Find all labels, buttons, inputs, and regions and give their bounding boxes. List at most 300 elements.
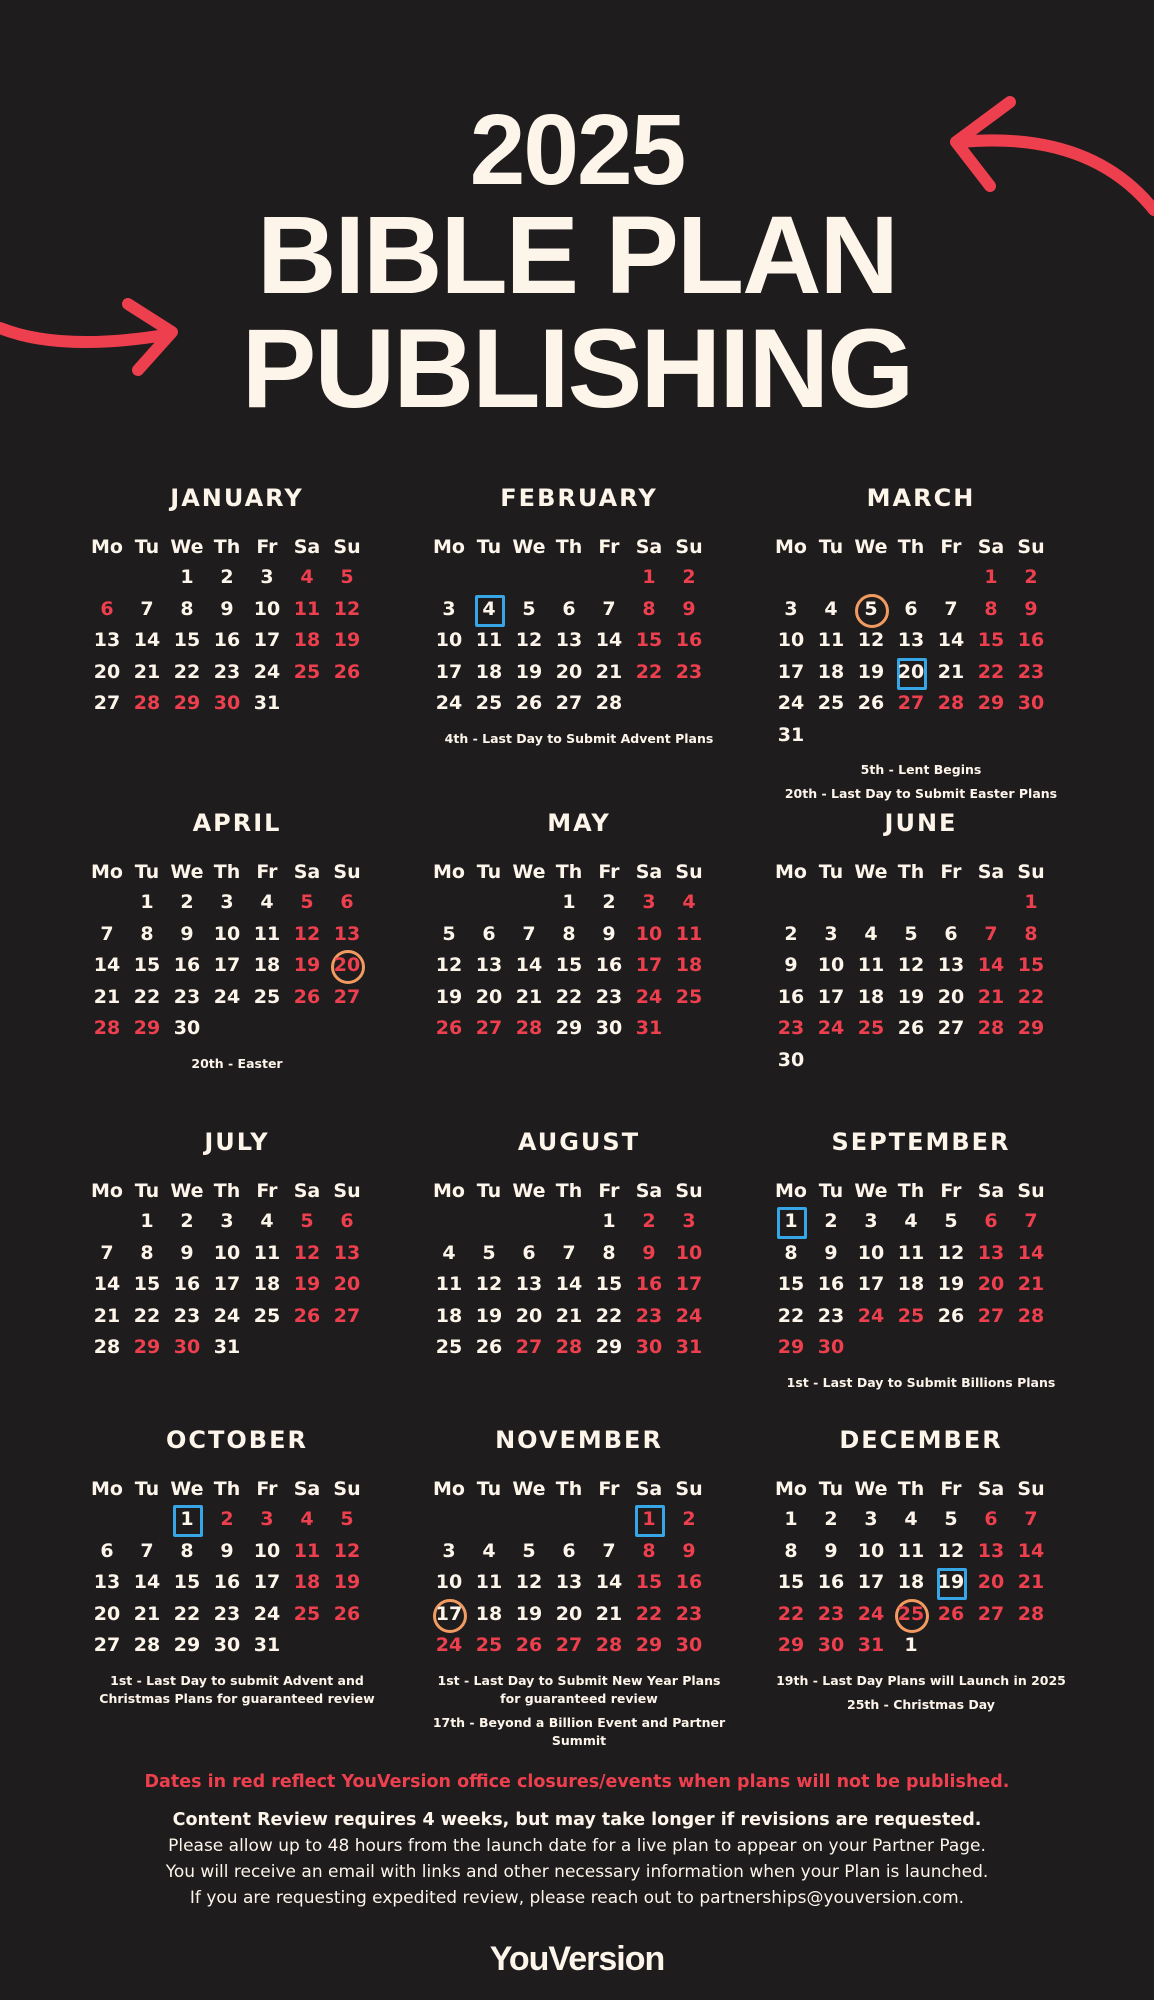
day-cell: 24 [435,692,463,714]
weekday-label: Mo [91,1478,123,1500]
day-cell: 28 [1017,1602,1045,1625]
day-cell: 23 [213,660,241,683]
month-note: 1st - Last Day to submit Advent and Christmas Plans for guaranteed review [99,1672,375,1706]
month-days-grid [771,857,1071,1076]
day-cell: 7 [1024,1508,1038,1530]
month-days-grid [771,532,1071,751]
month-days-grid [87,1474,387,1662]
day-cell: 22 [555,985,583,1008]
month-name: SEPTEMBER [831,1128,1011,1156]
day-cell: 6 [100,1539,114,1562]
weekday-label: Su [333,1478,361,1500]
day-cell: 14 [93,1273,121,1295]
day-cell: 20 [891,657,931,689]
day-cell: 26 [293,1304,321,1327]
day-cell: 30 [675,1634,703,1656]
day-cell: 2 [682,1508,696,1530]
day-cell: 5 [300,1210,314,1232]
day-cell: 11 [675,922,703,945]
day-cell: 5 [340,566,354,588]
day-cell: 6 [562,1539,576,1562]
day-cell: 16 [173,1273,201,1295]
weekday-label: Th [213,1478,241,1500]
weekday-label: Sa [293,861,321,883]
day-cell: 6 [944,922,958,945]
day-cell: 3 [260,566,274,588]
day-cell: 12 [857,629,885,651]
day-cell: 19 [293,954,321,976]
day-cell: 21 [93,1304,121,1327]
empty-cell [771,887,811,919]
day-cell: 1 [167,1504,207,1536]
day-cell: 1 [602,1210,616,1232]
day-cell: 28 [93,1017,121,1039]
weekday-label: Sa [977,1478,1005,1500]
day-cell: 16 [213,1571,241,1593]
weekday-label: Tu [134,536,160,558]
day-cell: 23 [777,1017,805,1039]
day-cell: 14 [1017,1539,1045,1562]
day-cell: 11 [253,922,281,945]
day-cell: 18 [293,1571,321,1593]
day-cell: 28 [133,692,161,714]
day-cell: 21 [133,1602,161,1625]
weekday-label: Mo [91,861,123,883]
weekday-label: Sa [977,1180,1005,1202]
day-cell: 23 [675,660,703,683]
day-cell: 9 [180,1241,194,1264]
day-cell: 13 [977,1539,1005,1562]
day-cell: 19 [475,1304,503,1327]
footer-line-3: If you are requesting expedited review, please reach out to partnerships@youversion.com. [189,1888,965,1908]
day-cell: 12 [293,1241,321,1264]
day-cell: 7 [984,922,998,945]
day-cell: 29 [173,1634,201,1656]
day-cell: 24 [777,692,805,714]
weekday-label: Su [1017,1180,1045,1202]
day-cell: 11 [435,1273,463,1295]
day-cell: 16 [817,1571,845,1593]
day-cell: 22 [635,660,663,683]
day-cell: 2 [682,566,696,588]
day-cell: 13 [977,1241,1005,1264]
day-cell: 27 [475,1017,503,1039]
day-cell: 1 [140,891,154,913]
day-cell: 11 [293,1539,321,1562]
title-line-2: BIBLE PLAN [257,194,897,317]
day-cell: 13 [937,954,965,976]
day-cell: 4 [824,597,838,620]
day-cell: 1 [140,1210,154,1232]
month-may [429,803,729,1045]
day-cell: 20 [555,1602,583,1625]
day-cell: 7 [602,597,616,620]
day-cell: 13 [897,629,925,651]
day-cell: 26 [897,1017,925,1039]
day-cell: 30 [213,692,241,714]
day-cell: 3 [220,891,234,913]
month-november [429,1420,729,1756]
day-cell: 17 [857,1571,885,1593]
day-cell: 25 [857,1017,885,1039]
month-name: MARCH [866,484,976,512]
day-cell: 2 [220,1508,234,1530]
month-notes [771,1374,1071,1392]
day-cell: 19 [931,1567,971,1599]
weekday-label: Sa [635,1478,663,1500]
title-line-3: PUBLISHING [241,306,913,431]
day-cell: 31 [675,1336,703,1358]
month-name: JUNE [884,809,958,837]
day-cell: 19 [515,660,543,683]
day-cell: 8 [602,1241,616,1264]
day-cell: 22 [133,985,161,1008]
day-cell: 2 [824,1508,838,1530]
month-notes [429,730,729,748]
day-cell: 10 [253,1539,281,1562]
day-cell: 26 [515,692,543,714]
weekday-label: Th [213,536,241,558]
day-cell: 14 [515,954,543,976]
day-cell: 28 [555,1336,583,1358]
day-cell: 7 [944,597,958,620]
day-cell: 8 [984,597,998,620]
day-cell: 20 [977,1571,1005,1593]
day-cell: 18 [675,954,703,976]
day-cell: 19 [333,1571,361,1593]
month-days-grid [429,857,729,1045]
day-cell: 9 [682,1539,696,1562]
day-cell: 19 [293,1273,321,1295]
weekday-label: Mo [775,861,807,883]
empty-cell [87,887,127,919]
day-cell: 8 [140,1241,154,1264]
day-cell: 25 [253,1304,281,1327]
day-cell: 21 [555,1304,583,1327]
title-year: 2025 [469,94,685,206]
day-cell: 15 [777,1571,805,1593]
day-cell: 9 [824,1539,838,1562]
weekday-label: Sa [293,536,321,558]
month-notes [771,761,1071,803]
day-cell: 13 [555,1571,583,1593]
weekday-label: Mo [775,1180,807,1202]
day-cell: 3 [784,597,798,620]
day-cell: 13 [333,1241,361,1264]
day-cell: 7 [140,597,154,620]
day-cell: 16 [635,1273,663,1295]
day-cell: 18 [857,985,885,1008]
empty-cell [891,562,931,594]
day-cell: 22 [595,1304,623,1327]
day-cell: 14 [977,954,1005,976]
weekday-label: Fr [598,1478,620,1500]
weekday-label: Su [1017,861,1045,883]
day-cell: 13 [555,629,583,651]
day-cell: 28 [595,692,623,714]
day-cell: 10 [213,1241,241,1264]
day-cell: 16 [817,1273,845,1295]
day-cell: 6 [904,597,918,620]
day-cell: 17 [857,1273,885,1295]
day-cell: 14 [555,1273,583,1295]
empty-cell [771,562,811,594]
day-cell: 8 [642,597,656,620]
day-cell: 24 [253,1602,281,1625]
empty-cell [87,1206,127,1238]
weekday-label: We [854,1478,888,1500]
day-cell: 11 [253,1241,281,1264]
day-cell: 20 [333,1273,361,1295]
day-cell: 25 [475,692,503,714]
day-cell: 17 [635,954,663,976]
weekday-label: Mo [433,536,465,558]
day-cell: 8 [784,1539,798,1562]
month-name: FEBRUARY [500,484,658,512]
day-cell: 15 [173,1571,201,1593]
day-cell: 26 [857,692,885,714]
day-cell: 19 [435,985,463,1008]
day-cell: 25 [817,692,845,714]
weekday-label: Fr [940,536,962,558]
weekday-label: We [170,861,204,883]
month-september [771,1122,1071,1398]
day-cell: 18 [253,1273,281,1295]
weekday-label: Th [555,536,583,558]
day-cell: 24 [213,985,241,1008]
day-cell: 31 [213,1336,241,1358]
day-cell: 22 [133,1304,161,1327]
day-cell: 15 [595,1273,623,1295]
day-cell: 11 [817,629,845,651]
day-cell: 1 [784,1508,798,1530]
day-cell: 7 [100,1241,114,1264]
empty-cell [549,562,589,594]
empty-cell [127,1504,167,1536]
day-cell: 29 [777,1634,805,1656]
day-cell-next-month: 1 [904,1634,918,1656]
day-cell: 27 [977,1304,1005,1327]
weekday-label: We [854,1180,888,1202]
day-cell: 6 [984,1210,998,1232]
weekday-label: Mo [433,1478,465,1500]
day-cell: 20 [555,660,583,683]
day-cell: 24 [435,1634,463,1656]
month-name: APRIL [192,809,282,837]
month-note: 17th - Beyond a Billion Event and Partner Summit [432,1714,726,1748]
day-cell: 17 [429,1599,469,1631]
empty-cell [509,1504,549,1536]
day-cell: 8 [180,597,194,620]
day-cell: 4 [300,566,314,588]
day-cell: 15 [635,1571,663,1593]
day-cell: 19 [897,985,925,1008]
weekday-label: Mo [775,1478,807,1500]
weekday-label: Mo [91,1180,123,1202]
day-cell: 6 [482,922,496,945]
day-cell: 28 [977,1017,1005,1039]
weekday-label: Th [555,1478,583,1500]
day-cell: 5 [851,594,891,626]
empty-cell [589,562,629,594]
weekday-label: Tu [476,536,502,558]
day-cell: 27 [897,692,925,714]
day-cell: 16 [675,629,703,651]
day-cell: 20 [977,1273,1005,1295]
day-cell: 28 [937,692,965,714]
day-cell: 30 [817,1634,845,1656]
day-cell: 24 [635,985,663,1008]
day-cell: 21 [595,1602,623,1625]
review-note: Content Review requires 4 weeks, but may take longer if revisions are requested. [172,1810,982,1830]
day-cell: 31 [253,692,281,714]
day-cell: 29 [635,1634,663,1656]
day-cell: 10 [435,1571,463,1593]
day-cell: 21 [133,660,161,683]
day-cell: 5 [482,1241,496,1264]
empty-cell [509,887,549,919]
day-cell: 24 [857,1602,885,1625]
empty-cell [851,887,891,919]
month-note: 5th - Lent Begins [860,762,982,777]
empty-cell [429,1206,469,1238]
weekday-label: Sa [977,861,1005,883]
day-cell: 3 [864,1210,878,1232]
day-cell: 9 [220,597,234,620]
month-march [771,478,1071,809]
weekday-label: Su [333,1180,361,1202]
weekday-label: Sa [977,536,1005,558]
weekday-label: Sa [293,1180,321,1202]
day-cell: 4 [864,922,878,945]
day-cell: 9 [824,1241,838,1264]
month-days-grid [429,1474,729,1662]
weekday-label: Fr [598,536,620,558]
month-note: 4th - Last Day to Submit Advent Plans [444,730,714,746]
day-cell: 14 [93,954,121,976]
day-cell: 17 [675,1273,703,1295]
weekday-label: Su [675,1478,703,1500]
weekday-label: Fr [940,1180,962,1202]
day-cell: 5 [944,1508,958,1530]
day-cell: 18 [475,660,503,683]
weekday-label: We [854,861,888,883]
day-cell: 19 [333,629,361,651]
month-name: JULY [204,1128,270,1156]
day-cell: 9 [220,1539,234,1562]
empty-cell [549,1206,589,1238]
day-cell: 12 [937,1539,965,1562]
day-cell: 19 [515,1602,543,1625]
day-cell: 18 [293,629,321,651]
weekday-label: Tu [134,1478,160,1500]
weekday-label: Su [1017,536,1045,558]
day-cell: 10 [857,1539,885,1562]
day-cell: 14 [1017,1241,1045,1264]
month-note: 20th - Last Day to Submit Easter Plans [784,786,1058,801]
day-cell: 4 [904,1508,918,1530]
day-cell: 8 [784,1241,798,1264]
day-cell: 21 [977,985,1005,1008]
day-cell: 24 [675,1304,703,1327]
day-cell: 28 [515,1017,543,1039]
day-cell: 12 [435,954,463,976]
day-cell: 20 [327,950,367,982]
month-note: 19th - Last Day Plans will Launch in 2025 [776,1672,1066,1688]
day-cell: 1 [642,566,656,588]
weekday-label: We [170,536,204,558]
weekday-label: Tu [476,861,502,883]
weekday-label: Th [897,536,925,558]
weekday-label: Tu [818,536,844,558]
day-cell: 4 [904,1210,918,1232]
day-cell: 22 [1017,985,1045,1008]
weekday-label: Th [213,1180,241,1202]
day-cell: 18 [897,1571,925,1593]
month-notes [429,1672,729,1750]
weekday-label: Tu [134,861,160,883]
month-october [87,1420,387,1714]
weekday-label: We [512,1180,546,1202]
day-cell: 6 [562,597,576,620]
day-cell: 27 [93,1634,121,1656]
weekday-label: Sa [635,861,663,883]
day-cell: 16 [213,629,241,651]
day-cell: 29 [173,692,201,714]
day-cell: 26 [333,1602,361,1625]
day-cell: 29 [595,1336,623,1358]
day-cell: 5 [300,891,314,913]
day-cell: 16 [173,954,201,976]
day-cell: 2 [784,922,798,945]
weekday-label: Th [897,1478,925,1500]
day-cell: 6 [522,1241,536,1264]
empty-cell [429,887,469,919]
day-cell: 1 [180,566,194,588]
month-april [87,803,387,1079]
day-cell: 26 [333,660,361,683]
month-name: MAY [547,809,611,837]
day-cell: 3 [642,891,656,913]
day-cell: 4 [482,1539,496,1562]
day-cell: 14 [595,1571,623,1593]
day-cell: 7 [522,922,536,945]
day-cell: 11 [897,1539,925,1562]
day-cell: 19 [857,660,885,683]
day-cell: 1 [771,1206,811,1238]
month-days-grid [87,1176,387,1364]
day-cell: 27 [93,692,121,714]
day-cell: 27 [937,1017,965,1039]
weekday-label: Mo [433,861,465,883]
day-cell: 13 [93,629,121,651]
day-cell: 30 [777,1048,805,1071]
month-note: 1st - Last Day to Submit Billions Plans [786,1374,1056,1390]
day-cell: 2 [180,891,194,913]
weekday-label: Th [897,861,925,883]
empty-cell [851,562,891,594]
day-cell: 4 [300,1508,314,1530]
weekday-label: Th [213,861,241,883]
day-cell: 11 [475,1571,503,1593]
day-cell: 10 [253,597,281,620]
day-cell: 25 [897,1304,925,1327]
day-cell: 2 [824,1210,838,1232]
weekday-label: Su [333,536,361,558]
day-cell: 17 [435,660,463,683]
weekday-label: We [170,1478,204,1500]
day-cell: 18 [475,1602,503,1625]
